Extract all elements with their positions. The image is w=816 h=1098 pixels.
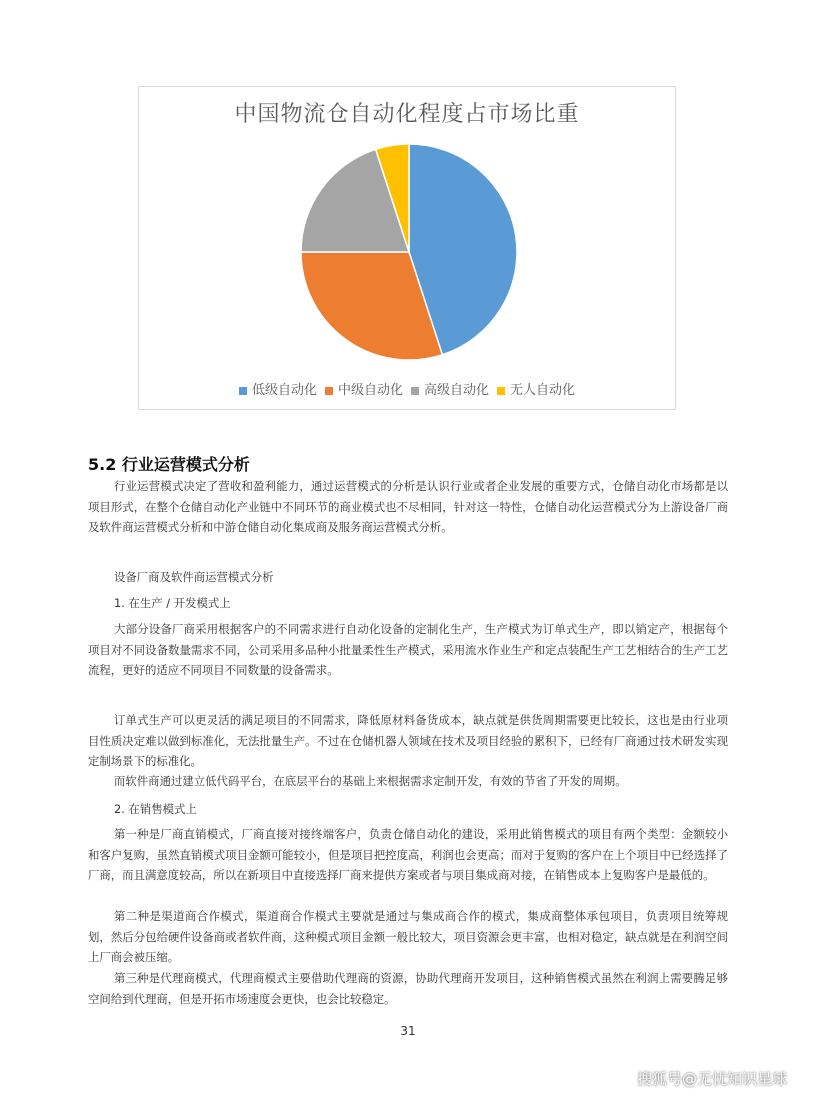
legend-item [325,379,403,398]
chart-legend [139,379,675,398]
legend-item [411,379,489,398]
paragraph-software: 而软件商通过建立低代码平台，在底层平台的基础上来根据需求定制开发，有效的节省了开发的周期。 [114,774,627,788]
paragraph-direct-sales: 第一种是厂商直销模式，厂商直接对接终端客户，负责仓储自动化的建设，采用此销售模式的项目有两个类型：金额较小和客户复购，虽然直销模式项目金额可能较小，但是项目把控度高，利润也会更高；而对于复购的客户在上个项目中已经选择了厂商，而且满意度较高，所以在新项目中直接选择厂商来提供方案或者与项目集成商对接，在销售成本上复购客户是最低的。 [88,827,728,882]
legend-item [497,379,575,398]
legend-label: 低级自动化 [251,383,317,398]
watermark: 搜狐号@无忧知识星球 [637,1070,788,1088]
paragraph-channel: 第二种是渠道商合作模式，渠道商合作模式主要就是通过与集成商合作的模式，集成商整体承包项目，负责项目统筹规划，然后分包给硬件设备商或者软件商，这种模式项目金额一般比较大，项目资源会更丰富，也相对稳定，缺点就是在利润空间上厂商会被压缩。 [88,909,728,964]
page-number: 31 [400,1024,416,1038]
list-item-2: 2. 在销售模式上 [114,802,197,816]
legend-item [239,379,317,398]
subsection-title: 设备厂商及软件商运营模式分析 [114,570,274,584]
list-item-1: 1. 在生产 / 开发模式上 [114,596,231,610]
legend-label: 中级自动化 [337,383,403,398]
paragraph-production: 大部分设备厂商采用根据客户的不同需求进行自动化设备的定制化生产，生产模式为订单式生产，即以销定产，根据每个项目对不同设备数量需求不同，公司采用多品种小批量柔性生产模式，采用流水作业生产和定点装配生产工艺相结合的生产工艺流程，更好的适应不同项目不同数量的设备需求。 [88,622,728,677]
legend-swatch [239,387,247,395]
chart-container [138,86,676,410]
legend-swatch [497,387,505,395]
paragraph-agent: 第三种是代理商模式，代理商模式主要借助代理商的资源，协助代理商开发项目，这种销售模式虽然在利润上需要腾足够空间给到代理商，但是开拓市场速度会更快，也会比较稳定。 [88,971,728,1006]
legend-swatch [411,387,419,395]
intro-paragraph: 行业运营模式决定了营收和盈利能力，通过运营模式的分析是认识行业或者企业发展的重要方式，仓储自动化市场都是以项目形式，在整个仓储自动化产业链中不同环节的商业模式也不尽相同，针对这一特性，仓储自动化运营模式分为上游设备厂商及软件商运营模式分析和中游仓储自动化集成商及服务商运营模式分析。 [88,479,728,534]
legend-label: 高级自动化 [424,383,490,398]
legend-swatch [325,387,333,395]
chart-title: 中国物流仓自动化程度占市场比重 [234,102,580,127]
paragraph-order-production: 订单式生产可以更灵活的满足项目的不同需求，降低原材料备货成本，缺点就是供货周期需要更比较长，这也是由行业项目性质决定难以做到标准化，无法批量生产。不过在仓储机器人领域在技术及项目经验的累积下，已经有厂商通过技术研发实现定制场景下的标准化。 [88,713,728,768]
section-heading: 5.2 行业运营模式分析 [88,455,250,474]
pie-chart [139,87,675,409]
legend-label: 无人自动化 [510,383,576,398]
